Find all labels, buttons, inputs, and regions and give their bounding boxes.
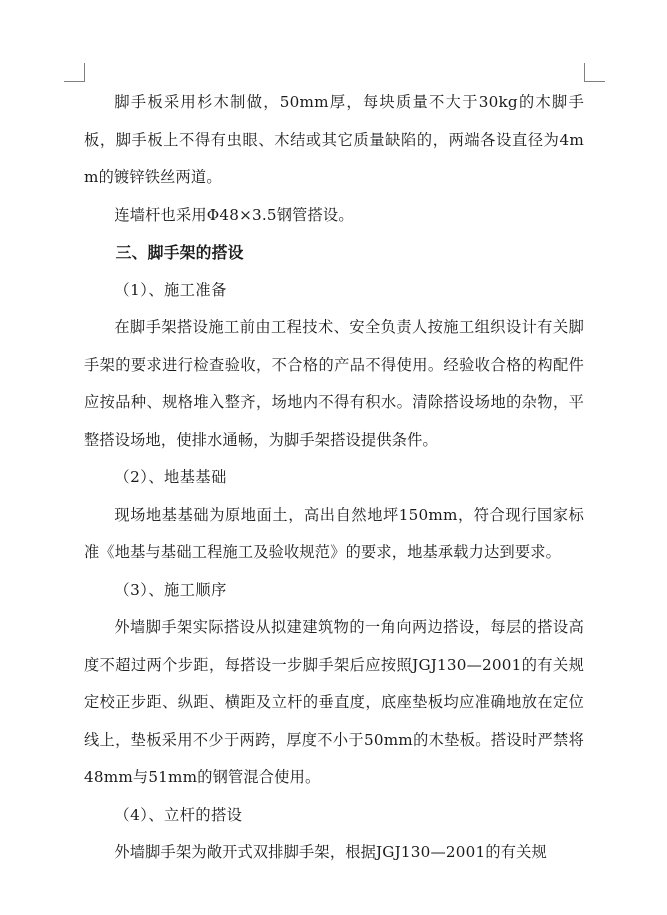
subheading-construction-preparation: （1）、施工准备 — [114, 280, 227, 299]
subheading-construction-sequence: （3）、施工顺序 — [114, 580, 227, 599]
paragraph-scaffold-board: 脚手板采用杉木制做，50mm厚，每块质量不大于30kg的木脚手板，脚手板上不得有虫眼、木结或其它质量缺陷的，两端各设直径为4mm的镀锌铁丝两道。 — [84, 93, 584, 186]
paragraph-tie-bar: 连墙杆也采用Φ48×3.5钢管搭设。 — [114, 205, 354, 224]
paragraph-foundation: 现场地基基础为原地面土，高出自然地坪150mm，符合现行国家标准《地基与基础工程施工及验收规范》的要求，地基承载力达到要求。 — [84, 505, 584, 561]
subheading-upright-pole-erection: （4）、立杆的搭设 — [114, 805, 243, 824]
paragraph-construction-preparation: 在脚手架搭设施工前由工程技术、安全负责人按施工组织设计有关脚手架的要求进行检查验收，不合格的产品不得使用。经验收合格的构配件应按品种、规格堆入整齐，场地内不得有积水。清除搭设场地的杂物，平整搭设场地，使排水通畅，为脚手架搭设提供条件。 — [84, 318, 584, 449]
crop-mark-top-left — [64, 63, 85, 82]
crop-mark-top-right — [584, 63, 605, 82]
paragraph-construction-sequence: 外墙脚手架实际搭设从拟建建筑物的一角向两边搭设，每层的搭设高度不超过两个步距，每搭设一步脚手架后应按照JGJ130—2001的有关规定校正步距、纵距、横距及立杆的垂直度，底座垫板均应准确地放在定位线上，垫板采用不少于两跨，厚度不小于50mm的木垫板。搭设时严禁将48mm与51mm的钢管混合使用。 — [84, 618, 584, 786]
paragraph-upright-pole-erection: 外墙脚手架为敞开式双排脚手架，根据JGJ130—2001的有关规 — [114, 843, 547, 861]
section-heading-scaffold-erection: 三、脚手架的搭设 — [115, 243, 244, 262]
subheading-foundation: （2）、地基基础 — [114, 468, 227, 486]
document-body — [84, 84, 584, 872]
